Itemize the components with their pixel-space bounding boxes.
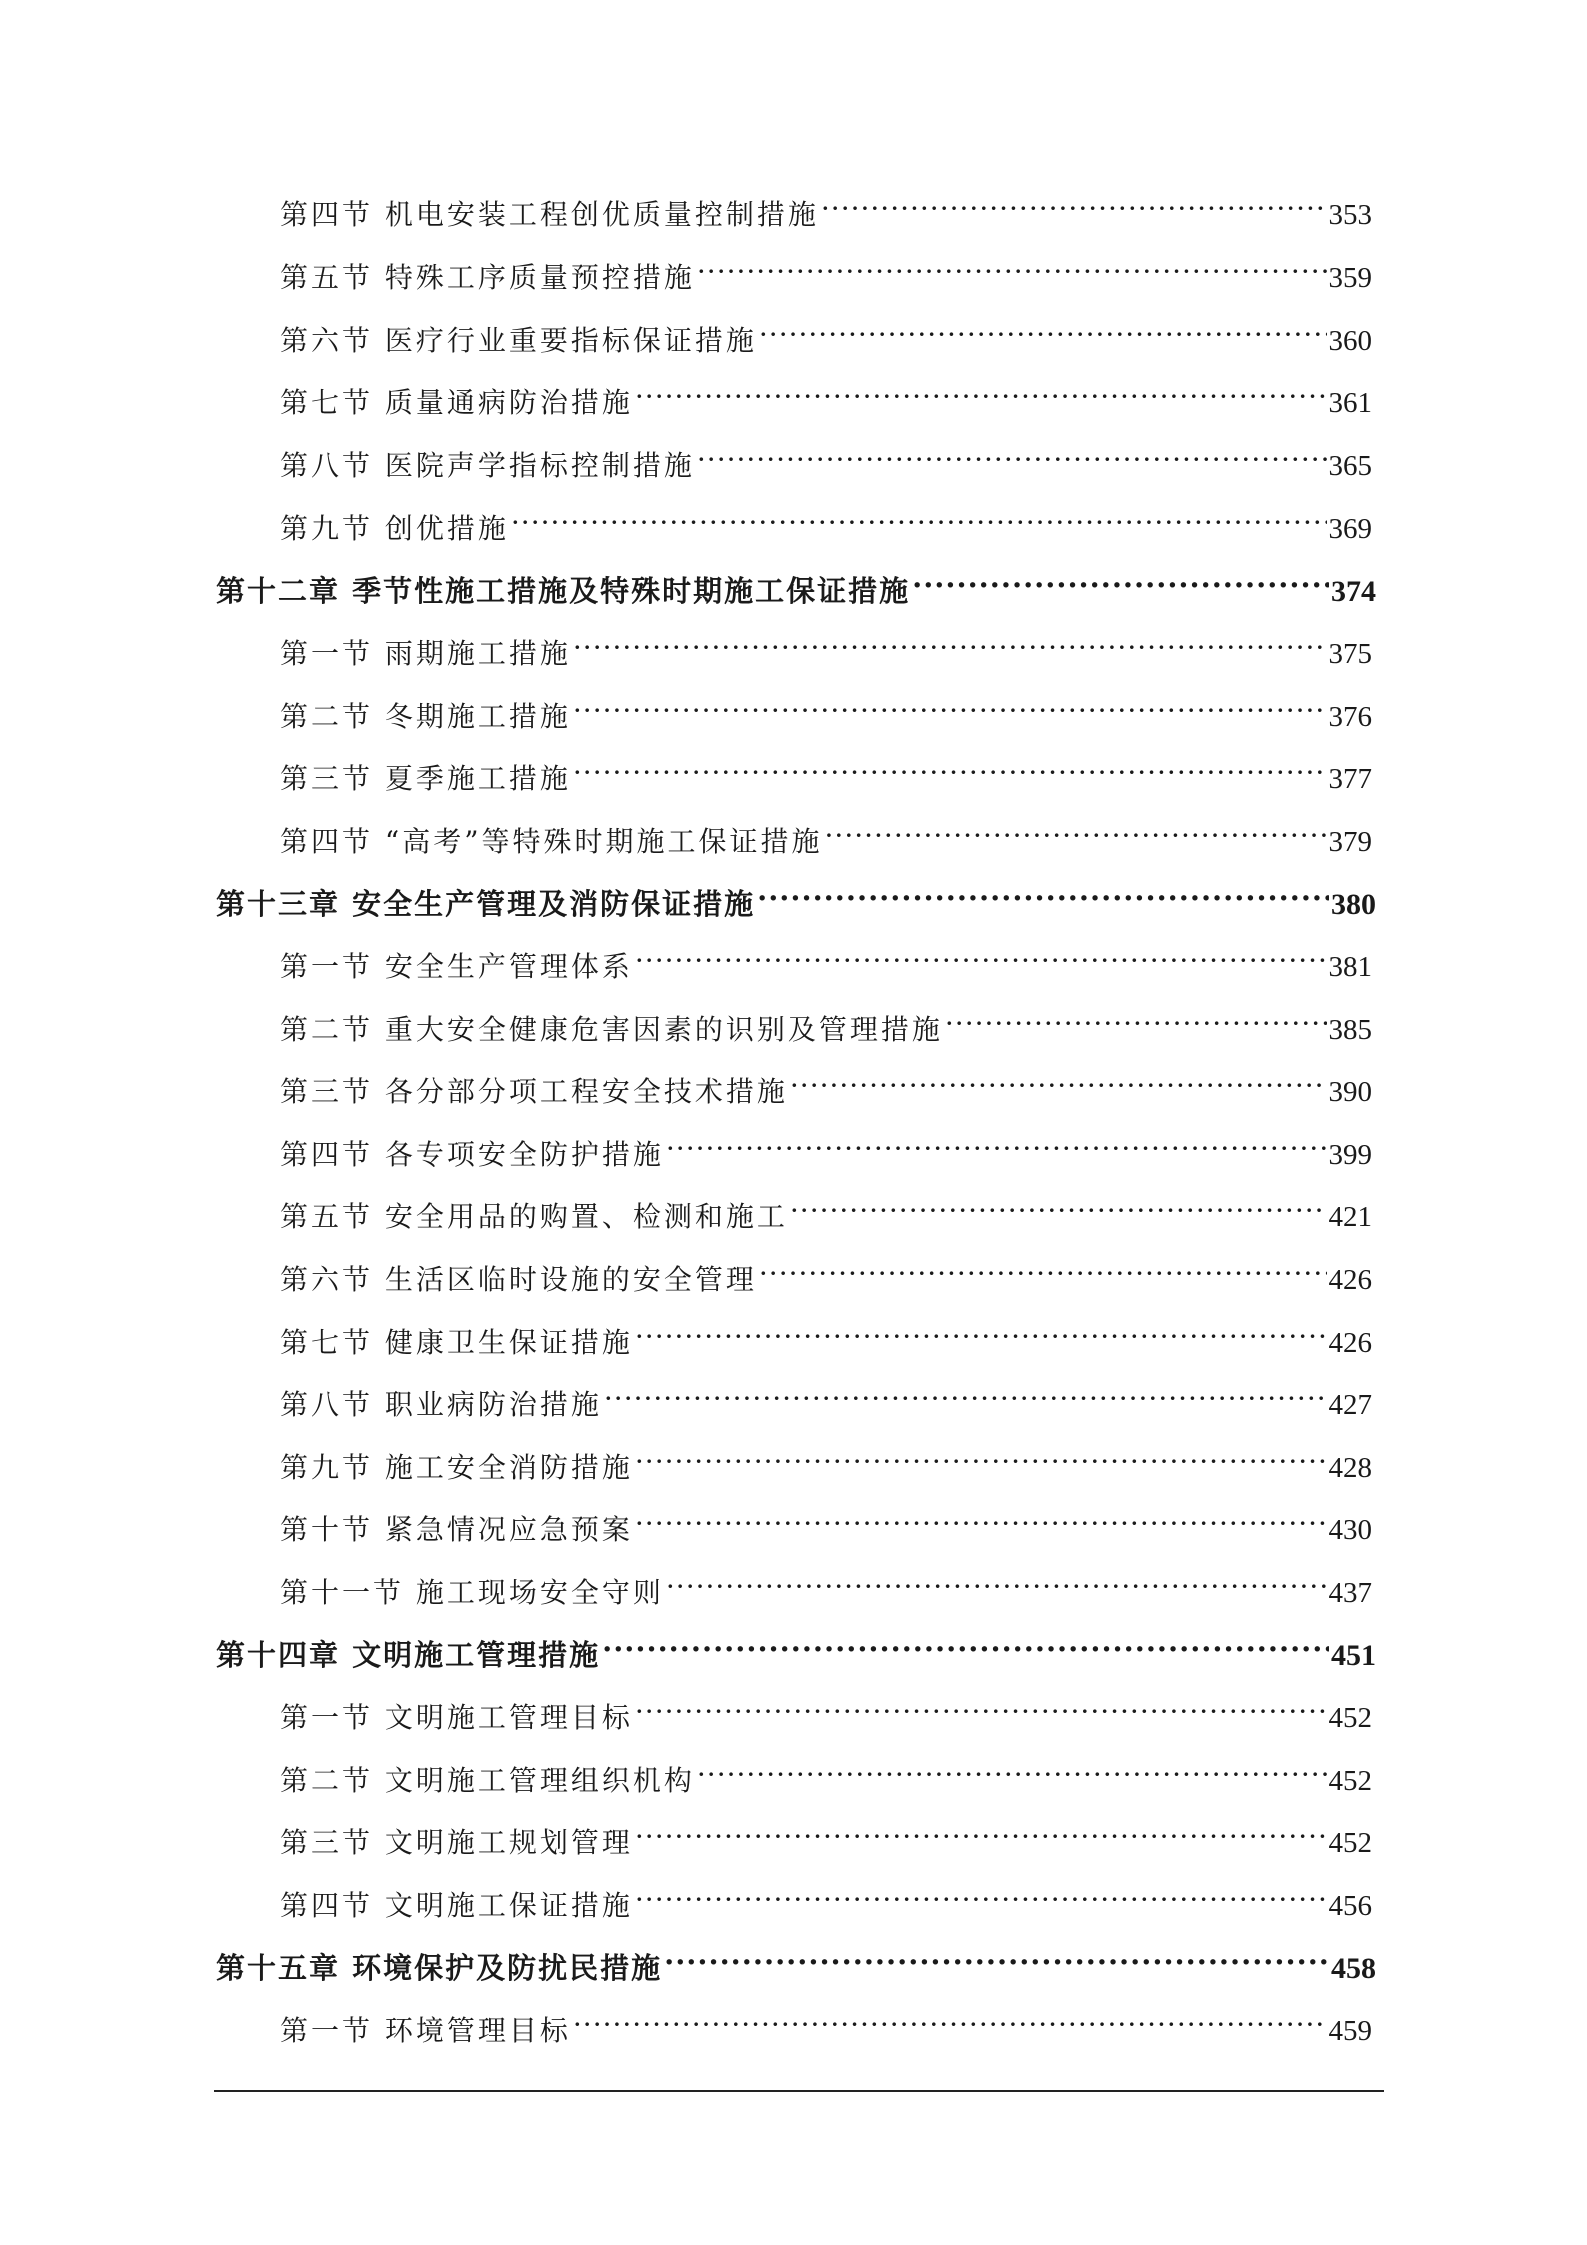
toc-entry[interactable] xyxy=(280,383,1372,423)
toc-entry[interactable] xyxy=(280,1510,1372,1550)
dot-leader xyxy=(635,1817,1327,1857)
toc-entry[interactable] xyxy=(280,822,1372,862)
toc-entry-label: 第六节 医疗行业重要指标保证措施 xyxy=(280,324,757,357)
toc-entry[interactable] xyxy=(280,1573,1372,1613)
toc-entry-label: 第六节 生活区临时设施的安全管理 xyxy=(280,1263,757,1296)
toc-entry-page: 359 xyxy=(1328,262,1372,294)
toc-chapter-label: 第十二章 季节性施工措施及特殊时期施工保证措施 xyxy=(216,574,911,608)
toc-entry[interactable] xyxy=(280,321,1372,361)
dot-leader xyxy=(790,1191,1327,1231)
toc-entry-label: 第一节 文明施工管理目标 xyxy=(280,1701,633,1734)
dot-leader xyxy=(664,1942,1329,1982)
toc-entry[interactable] xyxy=(280,195,1372,235)
toc-entry[interactable] xyxy=(280,2011,1372,2051)
toc-entry[interactable] xyxy=(280,634,1372,674)
toc-chapter-page: 374 xyxy=(1331,575,1376,608)
toc-chapter-page: 380 xyxy=(1331,888,1376,921)
toc-chapter-page: 458 xyxy=(1331,1952,1376,1985)
toc-entry-label: 第四节 机电安装工程创优质量控制措施 xyxy=(280,198,819,231)
toc-entry-label: 第四节 各专项安全防护措施 xyxy=(280,1138,664,1171)
dot-leader xyxy=(666,1129,1327,1169)
toc-entry-page: 369 xyxy=(1328,513,1372,545)
toc-entry-label: 第五节 安全用品的购置、检测和施工 xyxy=(280,1200,788,1233)
dot-leader xyxy=(573,691,1327,731)
dot-leader xyxy=(511,503,1327,543)
toc-entry[interactable] xyxy=(280,1698,1372,1738)
toc-entry-page: 353 xyxy=(1328,199,1372,231)
toc-entry-label: 第九节 创优措施 xyxy=(280,512,509,545)
toc-entry-page: 390 xyxy=(1328,1076,1372,1108)
toc-entry-label: 第三节 文明施工规划管理 xyxy=(280,1826,633,1859)
dot-leader xyxy=(635,1504,1327,1544)
dot-leader xyxy=(912,565,1329,605)
toc-chapter-label: 第十三章 安全生产管理及消防保证措施 xyxy=(216,887,756,921)
toc-entry-page: 426 xyxy=(1328,1327,1372,1359)
dot-leader xyxy=(635,1317,1327,1357)
toc-entry[interactable] xyxy=(280,509,1372,549)
toc-entry[interactable] xyxy=(280,1197,1372,1237)
toc-entry[interactable] xyxy=(280,446,1372,486)
dot-leader xyxy=(945,1004,1327,1044)
toc-entry-page: 452 xyxy=(1328,1702,1372,1734)
toc-entry-page: 381 xyxy=(1328,951,1372,983)
toc-entry-label: 第三节 各分部分项工程安全技术措施 xyxy=(280,1075,788,1108)
dot-leader xyxy=(697,1755,1327,1795)
toc-chapter-entry[interactable] xyxy=(216,1948,1376,1988)
dot-leader xyxy=(635,941,1327,981)
toc-entry-page: 385 xyxy=(1328,1014,1372,1046)
dot-leader xyxy=(759,1254,1327,1294)
toc-entry[interactable] xyxy=(280,1260,1372,1300)
toc-entry[interactable] xyxy=(280,697,1372,737)
toc-entry[interactable] xyxy=(280,759,1372,799)
toc-entry-page: 377 xyxy=(1328,763,1372,795)
dot-leader xyxy=(821,189,1327,229)
toc-entry-label: 第十一节 施工现场安全守则 xyxy=(280,1576,664,1609)
toc-entry-page: 375 xyxy=(1328,638,1372,670)
dot-leader xyxy=(697,440,1327,480)
toc-entry[interactable] xyxy=(280,1385,1372,1425)
toc-entry-label: 第七节 健康卫生保证措施 xyxy=(280,1326,633,1359)
toc-entry[interactable] xyxy=(280,1823,1372,1863)
toc-entry-label: 第一节 安全生产管理体系 xyxy=(280,950,633,983)
toc-entry-label: 第四节 文明施工保证措施 xyxy=(280,1889,633,1922)
dot-leader xyxy=(635,1692,1327,1732)
toc-entry-page: 376 xyxy=(1328,701,1372,733)
toc-entry-page: 379 xyxy=(1328,826,1372,858)
dot-leader xyxy=(635,1442,1327,1482)
dot-leader xyxy=(697,252,1327,292)
toc-entry[interactable] xyxy=(280,1448,1372,1488)
toc-entry-page: 430 xyxy=(1328,1514,1372,1546)
toc-entry[interactable] xyxy=(280,1761,1372,1801)
dot-leader xyxy=(757,878,1329,918)
toc-entry-label: 第七节 质量通病防治措施 xyxy=(280,386,633,419)
toc-chapter-label: 第十四章 文明施工管理措施 xyxy=(216,1638,601,1672)
toc-entry-page: 365 xyxy=(1328,450,1372,482)
toc-entry-page: 456 xyxy=(1328,1890,1372,1922)
dot-leader xyxy=(666,1567,1327,1607)
toc-entry[interactable] xyxy=(280,1323,1372,1363)
toc-chapter-entry[interactable] xyxy=(216,884,1376,924)
dot-leader xyxy=(635,377,1327,417)
toc-entry-page: 399 xyxy=(1328,1139,1372,1171)
toc-entry-page: 426 xyxy=(1328,1264,1372,1296)
toc-entry[interactable] xyxy=(280,1135,1372,1175)
toc-entry[interactable] xyxy=(280,1886,1372,1926)
toc-entry-page: 452 xyxy=(1328,1765,1372,1797)
toc-entry[interactable] xyxy=(280,1010,1372,1050)
toc-chapter-entry[interactable] xyxy=(216,1635,1376,1675)
toc-entry-page: 459 xyxy=(1328,2015,1372,2047)
toc-entry-label: 第十节 紧急情况应急预案 xyxy=(280,1513,633,1546)
dot-leader xyxy=(635,1880,1327,1920)
dot-leader xyxy=(825,816,1327,856)
toc-entry[interactable] xyxy=(280,258,1372,298)
toc-chapter-entry[interactable] xyxy=(216,571,1376,611)
toc-entry-page: 428 xyxy=(1328,1452,1372,1484)
dot-leader xyxy=(602,1629,1329,1669)
toc-entry[interactable] xyxy=(280,947,1372,987)
toc-entry-page: 421 xyxy=(1328,1201,1372,1233)
toc-entry-label: 第三节 夏季施工措施 xyxy=(280,762,571,795)
toc-entry[interactable] xyxy=(280,1072,1372,1112)
toc-entry-label: 第四节 “高考”等特殊时期施工保证措施 xyxy=(280,825,823,858)
toc-entry-label: 第二节 重大安全健康危害因素的识别及管理措施 xyxy=(280,1013,943,1046)
toc-entry-label: 第二节 文明施工管理组织机构 xyxy=(280,1764,695,1797)
toc-entry-page: 427 xyxy=(1328,1389,1372,1421)
toc-entry-label: 第九节 施工安全消防措施 xyxy=(280,1451,633,1484)
dot-leader xyxy=(759,315,1327,355)
toc-entry-label: 第二节 冬期施工措施 xyxy=(280,700,571,733)
toc-entry-label: 第一节 雨期施工措施 xyxy=(280,637,571,670)
toc-entry-page: 360 xyxy=(1328,325,1372,357)
dot-leader xyxy=(573,2005,1327,2045)
toc-chapter-label: 第十五章 环境保护及防扰民措施 xyxy=(216,1951,663,1985)
toc-entry-label: 第五节 特殊工序质量预控措施 xyxy=(280,261,695,294)
dot-leader xyxy=(573,628,1327,668)
dot-leader xyxy=(573,753,1327,793)
dot-leader xyxy=(790,1066,1327,1106)
footer-rule xyxy=(214,2090,1384,2092)
toc-entry-page: 452 xyxy=(1328,1827,1372,1859)
toc-entry-label: 第八节 医院声学指标控制措施 xyxy=(280,449,695,482)
toc-entry-label: 第一节 环境管理目标 xyxy=(280,2014,571,2047)
toc-entry-label: 第八节 职业病防治措施 xyxy=(280,1388,602,1421)
dot-leader xyxy=(604,1379,1327,1419)
toc-chapter-page: 451 xyxy=(1331,1639,1376,1672)
toc-entry-page: 437 xyxy=(1328,1577,1372,1609)
toc-entry-page: 361 xyxy=(1328,387,1372,419)
